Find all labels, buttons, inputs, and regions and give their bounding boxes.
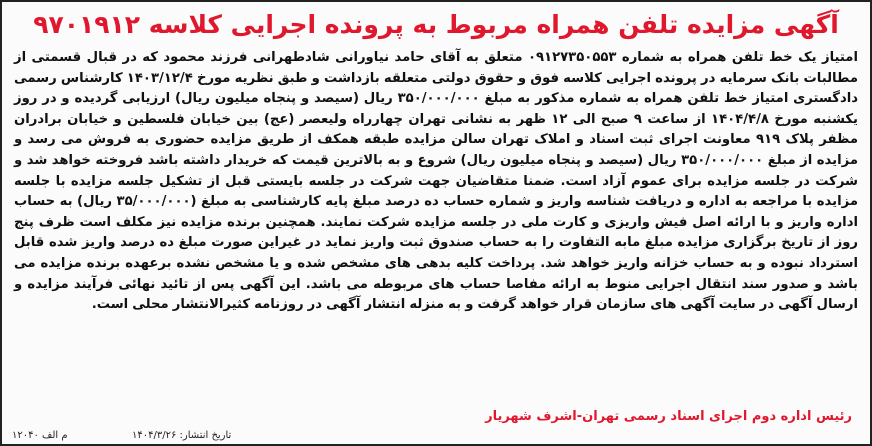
notice-title: آگهی مزایده تلفن همراه مربوط به پرونده اجرایی کلاسه ۹۷۰۱۹۱۲	[33, 10, 839, 39]
notice-body: امتیاز یک خط تلفن همراه به شماره ۰۹۱۲۷۳۵۰۵۵۳ متعلق به آقای حامد نیاورانی شادطهرانی فرزند محمود که در قبال قسمتی از مطالبات بانک سرمایه در پرونده اجرایی کلاسه فوق و حقوق دولتی متعلقه بازداشت و طبق نظریه مورخ ۱۴۰۳/۱۲/۴ کارشناس رسمی دادگستری امتیاز خط تلفن همراه به شماره مذکور به مبلغ ۳۵۰/۰۰۰/۰۰۰ ریال (سیصد و پنجاه میلیون ریال) ارزیابی گردیده و در روز یکشنبه مورخ ۱۴۰۴/۴/۸ از ساعت ۹ صبح الی ۱۲ ظهر به نشانی تهران چهارراه ولیعصر (عج) بین خیابان فلسطین و خیابان برادران مظفر پلاک ۹۱۹ معاونت اجرای ثبت اسناد و املاک تهران سالن مزایده طبقه همکف از طریق مزایده حضوری به فروش می رسد و مزایده از مبلغ ۳۵۰/۰۰۰/۰۰۰ ریال (سیصد و پنجاه میلیون ریال) شروع و به بالاترین قیمت که خریدار داشته باشد فروخته خواهد شد و شرکت در جلسه مزایده برای عموم آزاد است. ضمنا متقاضیان جهت شرکت در جلسه بایستی قبل از تشکیل جلسه مزایده با جلسه مزایده با مراجعه به اداره و دریافت شناسه واریز و شماره حساب ده درصد مبلغ پایه کارشناسی به مبلغ (۳۵/۰۰۰/۰۰۰ ریال) به حساب اداره واریز و با ارائه اصل فیش واریزی و کارت ملی در جلسه مزایده شرکت نمایند. همچنین برنده مزایده نیز مکلف است ظرف پنج روز از تاریخ برگزاری مزایده مبلغ مابه التفاوت را به حساب صندوق ثبت واریز نماید در غیراین صورت مبلغ ده درصد واریز شده قابل استرداد نبوده و به حساب خزانه واریز خواهد شد. پرداخت کلیه بدهی های مشخص شده و یا مشخص نشده برعهده برنده مزایده می باشد و صدور سند انتقال اجرایی منوط به ارائه مفاصا حساب های مربوطه می باشد. این آگهی پس از تائید نهائی فرآیند مزایده و ارسال آگهی در سایت آگهی های سازمان قرار خواهد گرفت و به منزله انتشار آگهی در روزنامه کثیرالانتشار محلی است.	[14, 50, 859, 313]
notice-signature: رئیس اداره دوم اجرای اسناد رسمی تهران-اشرف شهریار	[485, 409, 852, 424]
notice-footer	[12, 423, 860, 441]
notice-code: م الف ۱۲۰۴۰	[12, 430, 68, 441]
publish-date: تاریخ انتشار: ۱۴۰۴/۳/۲۶	[132, 430, 232, 441]
